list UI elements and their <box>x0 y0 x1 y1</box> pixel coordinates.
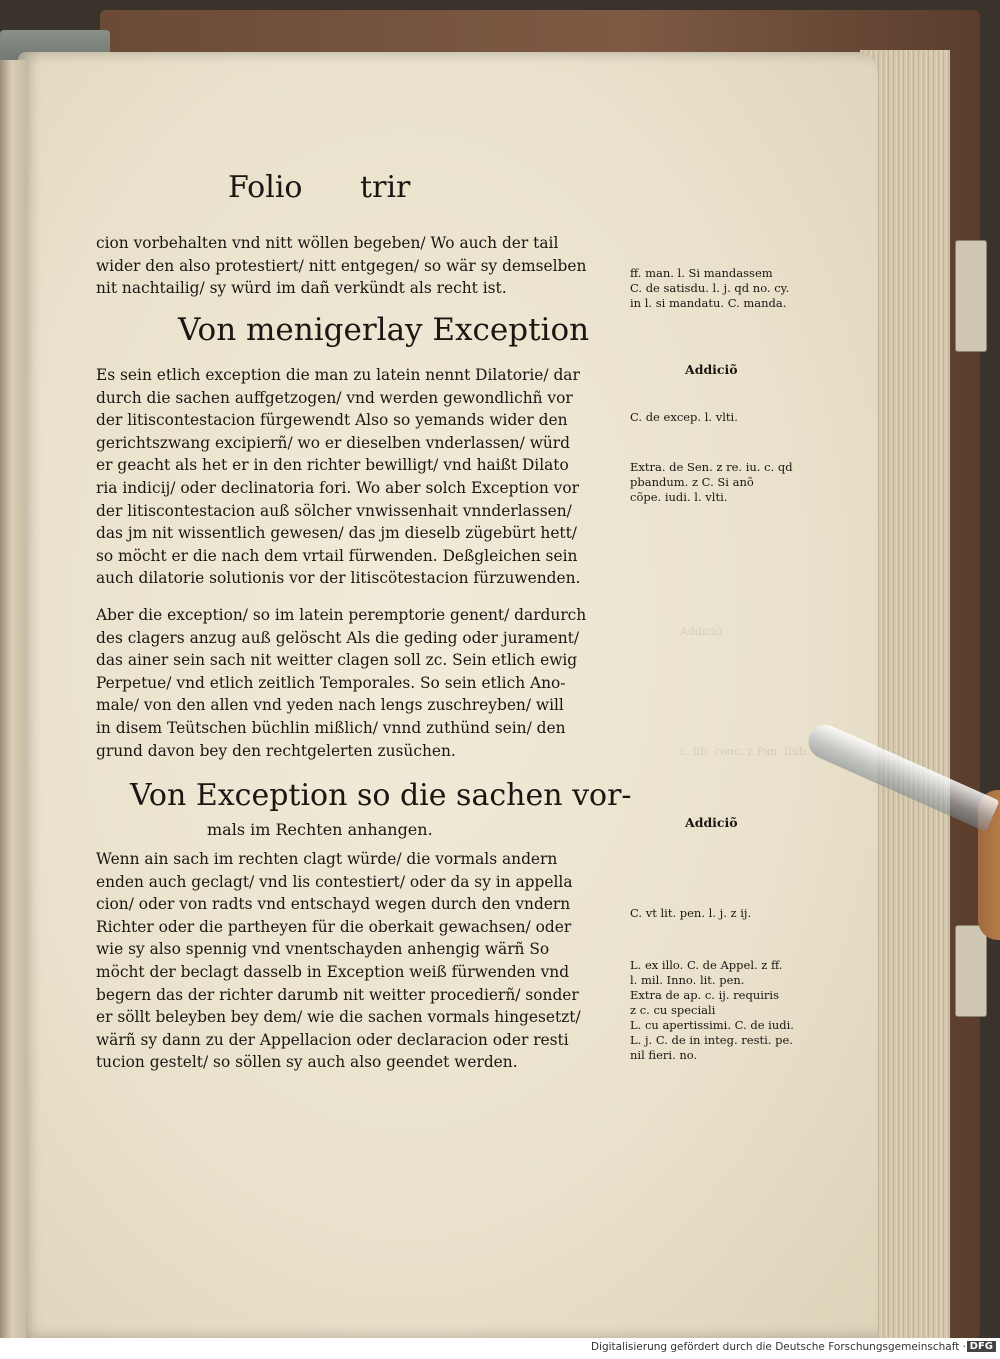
header-label: Folio <box>228 170 303 205</box>
margin-line: Extra de ap. c. ij. requiris <box>630 988 779 1002</box>
text-line: nit nachtailig/ sy würd im dañ verkündt als recht ist. <box>96 279 507 298</box>
text-line: Es sein etlich exception die man zu latein nennt Dilatorie/ dar <box>96 366 580 384</box>
paragraph-peremptorie <box>96 604 586 762</box>
text-line: auch dilatorie solutionis vor der litiscötestacion fürzuwenden. <box>96 569 581 588</box>
margin-line: Extra. de Sen. z re. iu. c. qd <box>630 460 793 474</box>
margin-addition-label: Addiciõ <box>685 362 738 377</box>
margin-line: in l. si mandatu. C. manda. <box>630 296 787 310</box>
dfg-logo: DFG <box>967 1341 996 1352</box>
margin-line: l. mil. Inno. lit. pen. <box>630 973 745 987</box>
page-header <box>228 170 410 205</box>
margin-line: ff. man. l. Si mandassem <box>630 266 773 280</box>
paragraph-pending-case <box>96 848 581 1074</box>
text-line: enden auch geclagt/ vnd lis contestiert/ oder da sy in appella <box>96 872 573 891</box>
show-through-text: c. lib. conc. z Pan. Ilub. <box>680 745 810 758</box>
text-line: grund davon bey den rechtgelerten zusüchen. <box>96 741 456 760</box>
margin-line: L. j. C. de in integ. resti. pe. <box>630 1033 793 1047</box>
margin-line: pbandum. z C. Si anõ <box>630 475 754 489</box>
text-line: des clagers anzug auß gelöscht Als die geding oder jurament/ <box>96 628 580 647</box>
text-line: gerichtszwang excipierñ/ wo er dieselben vnderlassen/ würd <box>96 433 571 452</box>
left-page-binding <box>0 60 26 1338</box>
text-line: durch die sachen auffgetzogen/ vnd werden gewondlichñ vor <box>96 388 573 407</box>
text-line: der litiscontestacion fürgewendt Also so yemands wider den <box>96 411 568 430</box>
text-line: cion/ oder von radts vnd entschayd wegen durch den vndern <box>96 895 571 914</box>
margin-line: C. vt lit. pen. l. j. z ij. <box>630 906 752 920</box>
section-heading-continuation: mals im Rechten anhangen. <box>207 820 433 839</box>
text-line: cion vorbehalten vnd nitt wöllen begeben/ Wo auch der tail <box>96 234 559 252</box>
text-line: male/ von den allen vnd yeden nach lengs zuschreyben/ will <box>96 696 564 715</box>
text-line: er geacht als het er in den richter bewilligt/ vnd haißt Dilato <box>96 456 569 475</box>
folio-number: trir <box>360 170 411 205</box>
page-tab-lower <box>955 925 987 1017</box>
margin-note-appeal <box>630 958 794 1063</box>
footer-bar <box>0 1338 1000 1359</box>
text-line: begern das der richter darumb nit weitter procedierñ/ sonder <box>96 985 579 1004</box>
text-line: Perpetue/ vnd etlich zeitlich Temporales. So sein etlich Ano- <box>96 673 566 692</box>
text-line: möcht der beclagt dasselb in Exception weiß fürwenden vnd <box>96 962 570 981</box>
text-line: tucion gestelt/ so söllen sy auch also geendet werden. <box>96 1053 518 1072</box>
text-line: Aber die exception/ so im latein peremptorie genent/ dardurch <box>96 606 587 624</box>
text-line: Wenn ain sach im rechten clagt würde/ die vormals andern <box>96 850 558 868</box>
margin-line: C. de satisdu. l. j. qd no. cy. <box>630 281 790 295</box>
text-line: Richter oder die partheyen für die oberkait gewachsen/ oder <box>96 917 572 936</box>
page-tab-upper <box>955 240 987 352</box>
margin-line: z c. cu speciali <box>630 1003 716 1017</box>
text-line: der litiscontestacion auß sölcher vnwissenhait vnnderlassen/ <box>96 501 572 520</box>
margin-line: C. de excep. l. vlti. <box>630 410 738 424</box>
paragraph-dilatorie <box>96 364 580 590</box>
show-through-text: Addiciõ <box>680 625 722 638</box>
margin-line: L. ex illo. C. de Appel. z ff. <box>630 958 783 972</box>
text-line: das ainer sein sach nit weitter clagen soll zc. Sein etlich ewig <box>96 651 578 670</box>
funding-credit: Digitalisierung gefördert durch die Deutsche Forschungsgemeinschaft · <box>590 1341 966 1353</box>
text-line: er söllt beleyben bey dem/ wie die sachen vormals hingesetzt/ <box>96 1008 581 1027</box>
text-line: das jm nit wissentlich gewesen/ das jm dieselb zügebürt hett/ <box>96 524 577 543</box>
margin-line: L. cu apertissimi. C. de iudi. <box>630 1018 794 1032</box>
text-line: wärñ sy dann zu der Appellacion oder declaracion oder resti <box>96 1030 569 1049</box>
margin-note-sentence <box>630 460 793 505</box>
text-line: ria indicij/ oder declinatoria fori. Wo aber solch Exception vor <box>96 478 579 497</box>
margin-note-mandate <box>630 266 789 311</box>
margin-line: cõpe. iudi. l. vlti. <box>630 490 728 504</box>
margin-addition-label: Addiciõ <box>685 815 738 830</box>
section-heading-exception-pending: Von Exception so die sachen vor- <box>130 778 632 813</box>
text-line: wider den also protestiert/ nitt entgegen/ so wär sy demselben <box>96 256 587 275</box>
text-line: in disem Teütschen büchlin mißlich/ vnnd zuthünd sein/ den <box>96 718 566 737</box>
margin-line: nil fieri. no. <box>630 1048 698 1062</box>
margin-note-lit-pen <box>630 906 751 921</box>
text-line: so möcht er die nach dem vrtail fürwenden. Deßgleichen sein <box>96 546 578 565</box>
margin-note-exception <box>630 410 738 425</box>
section-heading-exception: Von menigerlay Exception <box>178 312 590 348</box>
intro-paragraph <box>96 232 586 300</box>
text-line: wie sy also spennig vnd vnentschayden anhengig wärñ So <box>96 940 550 959</box>
